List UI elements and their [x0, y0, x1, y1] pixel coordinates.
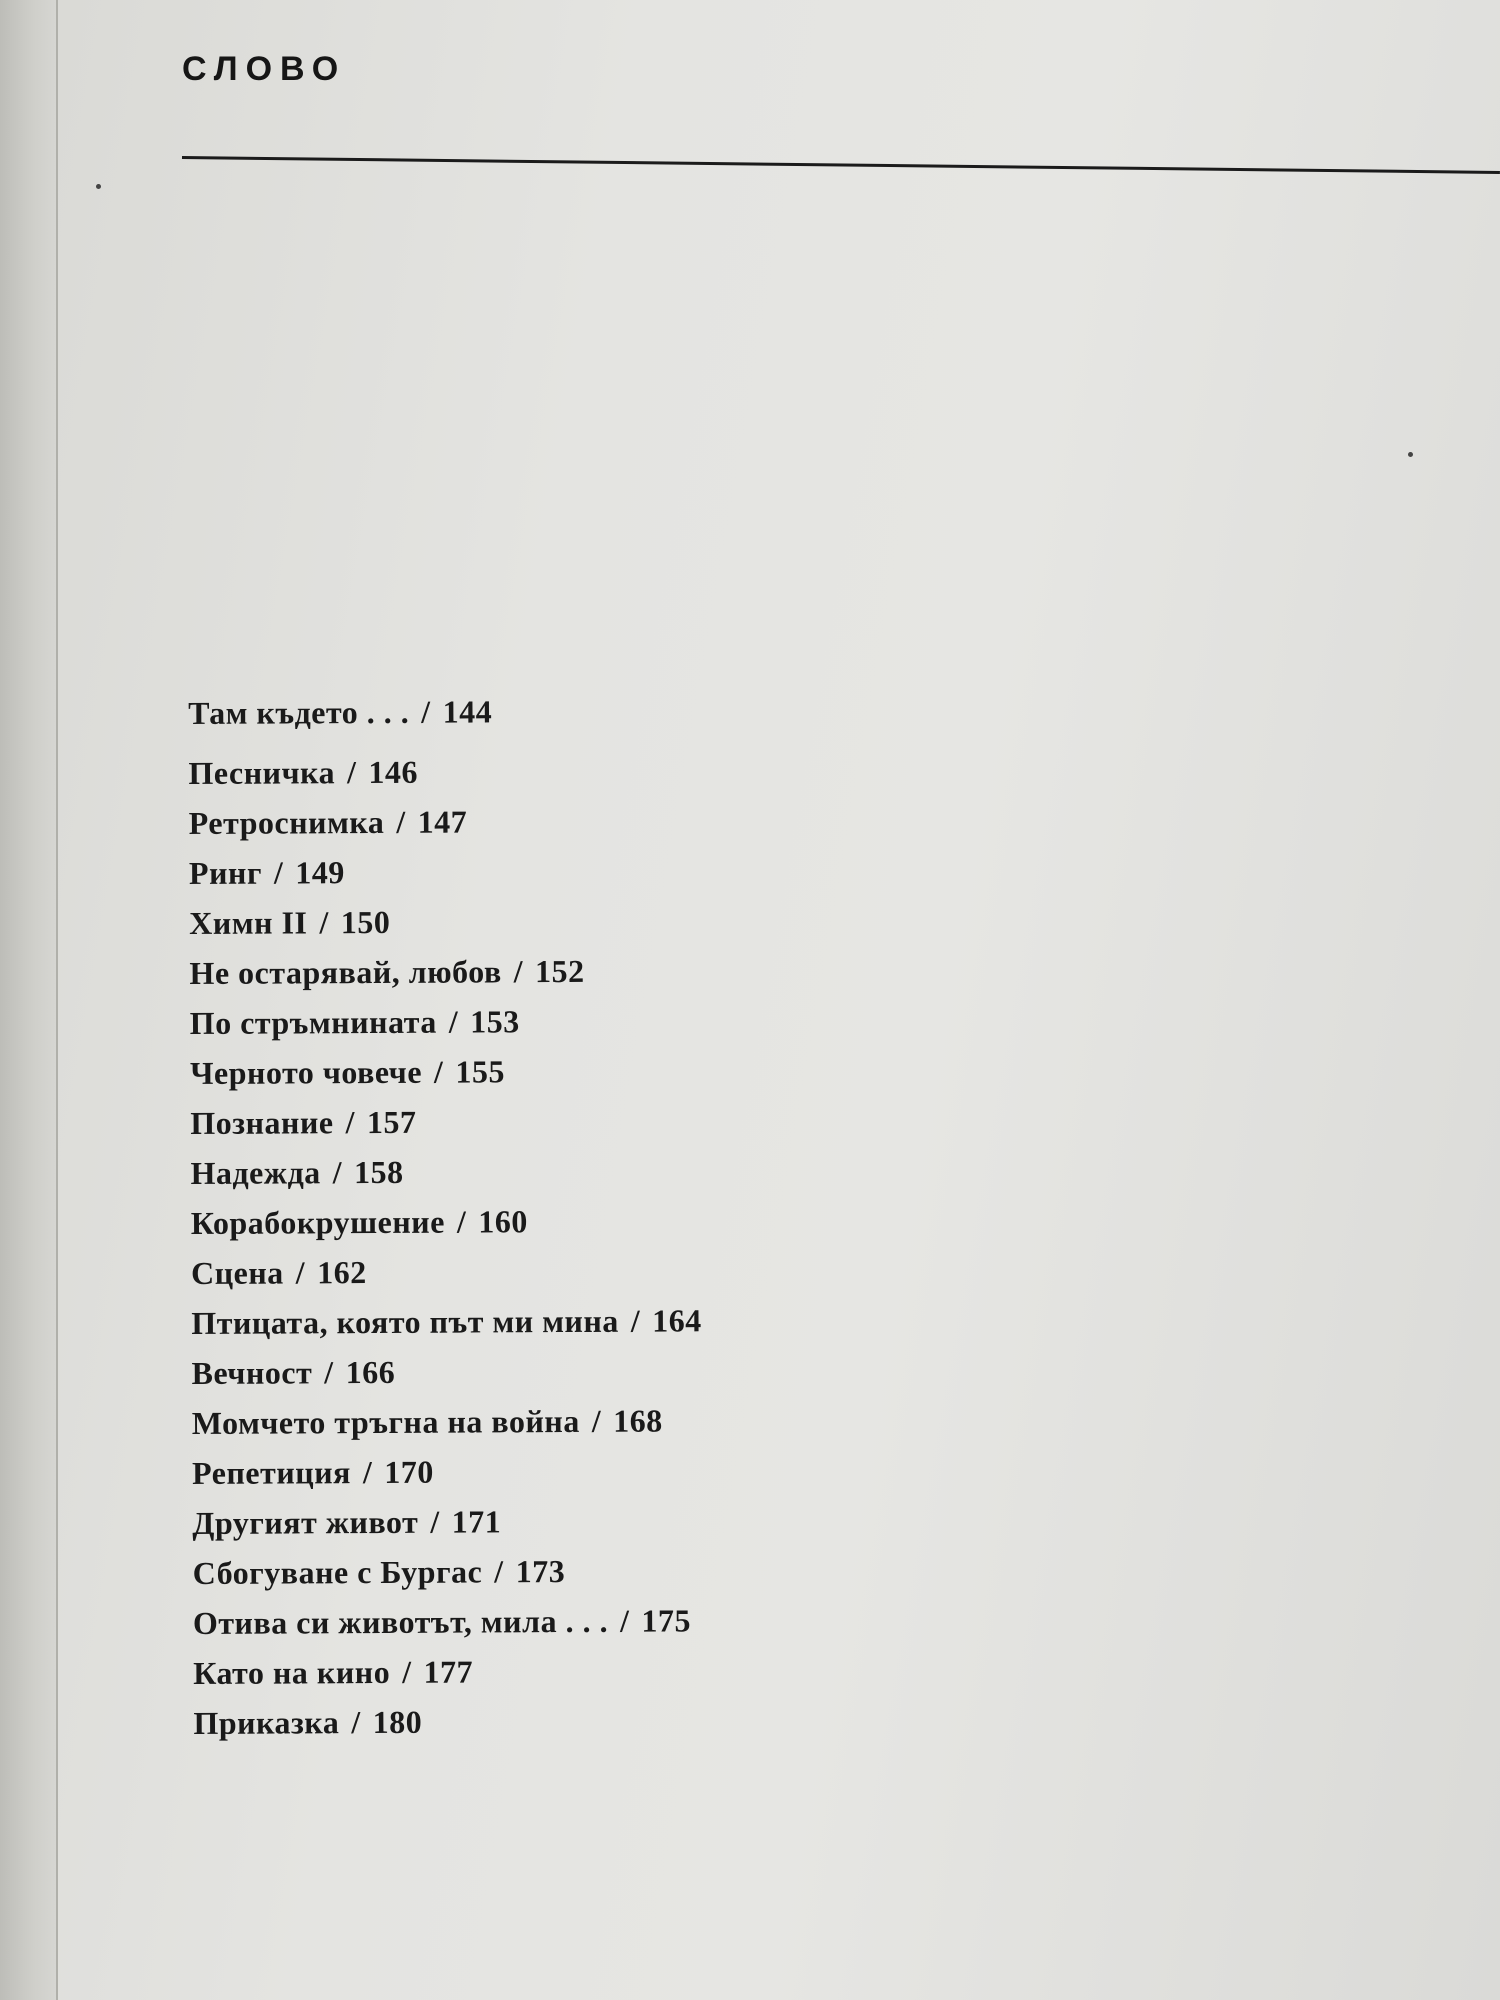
toc-separator: /: [421, 693, 431, 730]
toc-entry-title: Черното човече: [189, 1053, 423, 1091]
toc-separator: /: [362, 1454, 373, 1491]
toc-entry-page: 171: [451, 1503, 502, 1540]
toc-entry-title: Птицата, която път ми мина: [191, 1302, 619, 1341]
toc-separator: /: [448, 1003, 459, 1040]
paper-speck: [1408, 452, 1413, 457]
toc-entry-title: Другият живот: [192, 1503, 419, 1541]
toc-entry-title: Сцена: [190, 1254, 284, 1291]
toc-entry: [193, 1692, 1293, 1748]
toc-separator: /: [295, 1254, 306, 1291]
toc-entry-page: 160: [478, 1203, 528, 1240]
toc-entry-title: Приказка: [193, 1704, 340, 1741]
toc-entry: [190, 992, 1290, 1048]
toc-separator: /: [402, 1653, 412, 1690]
toc-separator: /: [456, 1203, 467, 1240]
toc-separator: /: [433, 1053, 444, 1090]
toc-entry-page: 146: [368, 753, 418, 791]
page-binding-edge: [0, 0, 58, 2000]
toc-entry: [191, 1192, 1291, 1248]
toc-separator: /: [630, 1302, 641, 1339]
paper-speck: [96, 184, 101, 189]
toc-entry-title: Не остарявай, любов: [189, 953, 502, 991]
toc-separator: /: [324, 1354, 334, 1391]
toc-entry: [190, 1092, 1290, 1148]
toc-entry-page: 155: [455, 1053, 505, 1090]
toc-entry: [191, 1292, 1291, 1348]
toc-entry-page: 180: [372, 1703, 423, 1741]
toc-entry: [188, 682, 1288, 738]
toc-entry-title: Момчето тръгна на война: [191, 1402, 580, 1441]
toc-entry-page: 147: [417, 803, 468, 840]
toc-entry-title: Корабокрушение: [190, 1203, 445, 1241]
toc-entry: [191, 1342, 1291, 1398]
toc-separator: /: [273, 854, 284, 891]
toc-separator: /: [332, 1154, 343, 1191]
toc-entry-page: 144: [442, 693, 493, 730]
toc-separator: /: [494, 1553, 504, 1590]
toc-entry-page: 168: [613, 1402, 663, 1439]
toc-entry-title: Сбогуване с Бургас: [192, 1553, 483, 1591]
toc-separator: /: [396, 803, 406, 840]
toc-separator: /: [513, 953, 524, 990]
toc-separator: /: [619, 1602, 630, 1639]
toc-entry-title: Ринг: [188, 854, 263, 891]
toc-entry: [192, 1442, 1292, 1498]
toc-entry-page: 152: [534, 952, 585, 990]
toc-separator: /: [319, 904, 329, 941]
toc-separator: /: [346, 754, 357, 791]
toc-entry: [190, 1142, 1290, 1198]
toc-entry-title: Отива си животът, мила . . .: [192, 1602, 609, 1641]
toc-entry: [193, 1592, 1293, 1648]
header-rule: [182, 156, 1500, 174]
toc-entry: [192, 1392, 1292, 1448]
toc-entry-page: 166: [345, 1353, 396, 1391]
toc-entry-title: Вечност: [191, 1354, 313, 1391]
toc-entry-title: Химн II: [189, 904, 308, 941]
toc-entry-title: Там където . . .: [188, 693, 410, 731]
toc-entry-page: 177: [423, 1653, 474, 1690]
toc-entry: [191, 1242, 1291, 1298]
toc-separator: /: [430, 1503, 440, 1540]
toc-separator: /: [351, 1704, 361, 1741]
toc-entry-page: 173: [515, 1553, 566, 1590]
toc-entry-page: 162: [317, 1254, 367, 1291]
toc-entry-title: Надежда: [190, 1154, 321, 1191]
toc-entry-title: Като на кино: [193, 1653, 391, 1691]
toc-entry-page: 150: [340, 903, 391, 941]
toc-entry: [193, 1642, 1293, 1698]
toc-entry: [193, 1542, 1293, 1598]
toc-entry: [188, 742, 1288, 798]
toc-entry-page: 175: [641, 1602, 691, 1639]
toc-separator: /: [591, 1402, 602, 1439]
toc-entry-page: 170: [384, 1453, 434, 1490]
running-header-title: СЛОВО: [182, 50, 347, 88]
toc-entry: [189, 892, 1289, 948]
toc-entry-title: Репетиция: [192, 1454, 352, 1491]
toc-entry-page: 164: [652, 1302, 702, 1339]
table-of-contents: [188, 682, 1294, 1748]
toc-entry-title: Познание: [190, 1104, 334, 1141]
toc-separator: /: [345, 1104, 356, 1141]
toc-entry-page: 157: [366, 1103, 417, 1141]
toc-entry-title: По стръмнината: [189, 1003, 437, 1041]
toc-entry: [190, 1042, 1290, 1098]
toc-entry-page: 153: [470, 1003, 520, 1040]
toc-entry-title: Ретроснимка: [188, 803, 385, 841]
toc-entry: [192, 1492, 1292, 1548]
toc-entry: [189, 942, 1289, 998]
toc-entry-page: 149: [295, 854, 345, 891]
toc-entry: [189, 842, 1289, 898]
toc-entry: [189, 792, 1289, 848]
toc-entry-title: Песничка: [188, 754, 336, 791]
toc-entry-page: 158: [354, 1153, 404, 1191]
